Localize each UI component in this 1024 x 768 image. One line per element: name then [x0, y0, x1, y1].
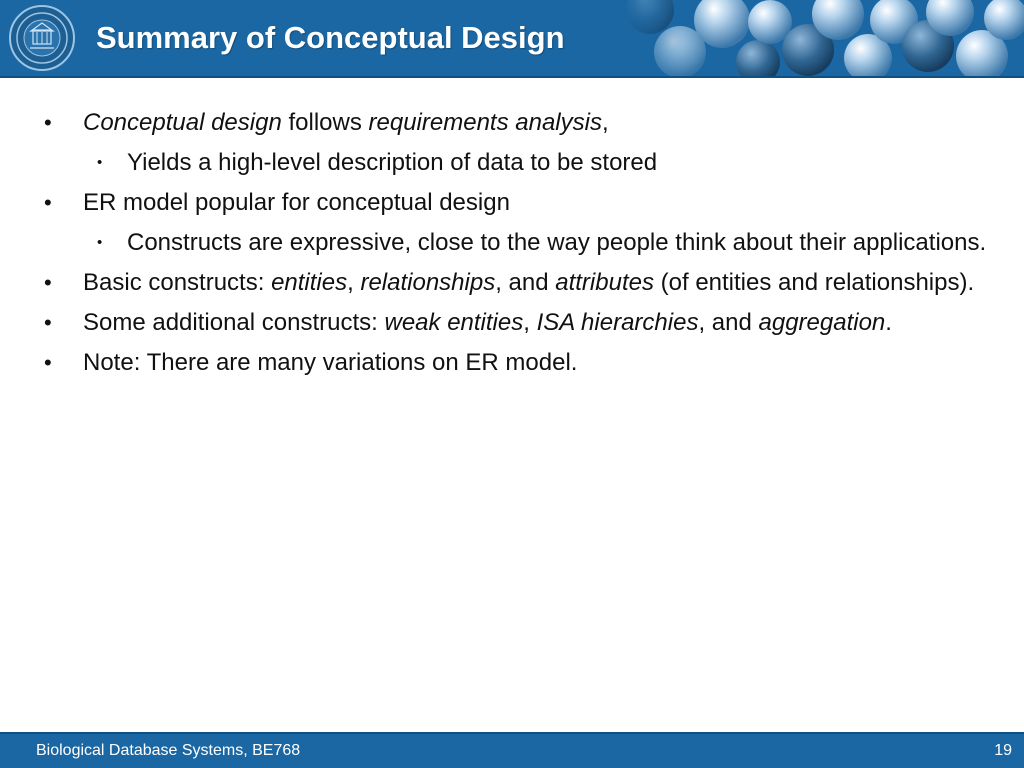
bullet-text: ER model popular for conceptual design — [83, 189, 510, 216]
sub-bullet-item — [0, 226, 1024, 260]
bullet-text: , and — [495, 269, 556, 296]
bullet-text: , — [347, 269, 361, 296]
molecule-spheres-icon — [610, 0, 1024, 76]
bullet-text: (of entities and relationships). — [653, 269, 975, 296]
bullet-text: , — [601, 109, 609, 136]
bullet-item — [0, 186, 1024, 220]
bullet-text: relationships — [360, 269, 496, 296]
bullet-text: , — [523, 309, 537, 336]
bullet-text: , and — [698, 309, 759, 336]
slide-title: Summary of Conceptual Design — [96, 20, 565, 55]
sub-bullet-item — [0, 146, 1024, 180]
bullet-text: Constructs are expressive, close to the way people think about their applications. — [127, 229, 987, 256]
slide-footer — [0, 732, 1024, 768]
bullet-text: Basic constructs: — [83, 269, 272, 296]
bullet-text: ISA hierarchies — [536, 309, 699, 336]
university-seal-icon — [8, 4, 76, 72]
slide-body — [0, 100, 1024, 380]
bullet-text: . — [885, 309, 892, 336]
bullet-text: Yields a high-level description of data to be stored — [127, 149, 658, 176]
bullet-item — [0, 106, 1024, 140]
bullet-item — [0, 306, 1024, 340]
bullet-item — [0, 346, 1024, 380]
footer-course-label: Biological Database Systems, BE768 — [36, 742, 301, 759]
bullet-text: attributes — [555, 269, 654, 296]
page-number: 19 — [994, 742, 1012, 759]
slide-header — [0, 0, 1024, 78]
bullet-list — [0, 106, 1024, 380]
bullet-item — [0, 266, 1024, 300]
bullet-text: Conceptual design — [83, 109, 282, 136]
bullet-text: weak entities — [384, 309, 524, 336]
bullet-text: Some additional constructs: — [83, 309, 385, 336]
bullet-text: follows — [281, 109, 369, 136]
bullet-text: Note: There are many variations on ER model. — [83, 349, 578, 376]
bullet-text: entities — [271, 269, 348, 296]
bullet-text: requirements analysis — [368, 109, 602, 136]
bullet-text: aggregation — [758, 309, 886, 336]
